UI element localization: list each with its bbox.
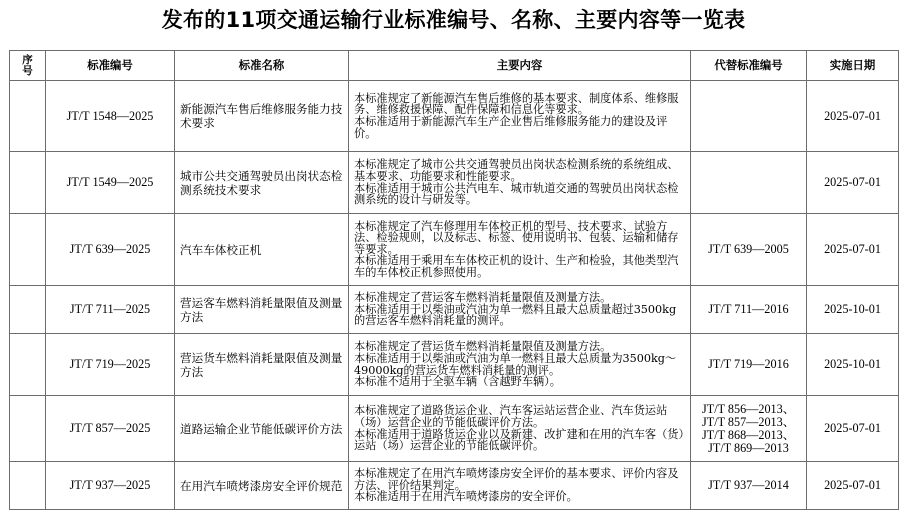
replaced-standard-code: JT/T 639—2005 bbox=[708, 242, 789, 256]
table-row bbox=[10, 286, 899, 334]
cell-index bbox=[10, 462, 46, 510]
header-replaces: 代替标准编号 bbox=[691, 51, 807, 81]
standards-table bbox=[9, 50, 899, 510]
table-row bbox=[10, 81, 899, 152]
cell-main-content bbox=[349, 214, 691, 286]
content-paragraph: 本标准适用于以柴油或汽油为单一燃料且最大总质量为3500kg～49000kg的营运货车燃料消耗量的测评。 bbox=[354, 351, 677, 377]
cell-replaced-standards bbox=[691, 334, 807, 396]
cell-main-content bbox=[349, 286, 691, 334]
cell-standard-code: JT/T 719—2025 bbox=[46, 334, 175, 396]
cell-replaced-standards bbox=[691, 286, 807, 334]
table-row bbox=[10, 152, 899, 214]
replaced-standard-code: JT/T 711—2016 bbox=[708, 302, 789, 316]
cell-index bbox=[10, 81, 46, 152]
cell-standard-code: JT/T 639—2025 bbox=[46, 214, 175, 286]
cell-standard-name: 在用汽车喷烤漆房安全评价规范 bbox=[175, 462, 349, 510]
cell-effective-date: 2025-07-01 bbox=[807, 396, 899, 462]
table-row bbox=[10, 462, 899, 510]
table-row bbox=[10, 396, 899, 462]
cell-standard-code: JT/T 857—2025 bbox=[46, 396, 175, 462]
cell-index bbox=[10, 396, 46, 462]
cell-main-content bbox=[349, 396, 691, 462]
content-paragraph: 本标准适用于以柴油或汽油为单一燃料且最大总质量超过3500kg的营运客车燃料消耗量的测评。 bbox=[354, 302, 677, 328]
cell-standard-code: JT/T 1548—2025 bbox=[46, 81, 175, 152]
header-date: 实施日期 bbox=[807, 51, 899, 81]
cell-effective-date: 2025-07-01 bbox=[807, 152, 899, 214]
cell-standard-name: 汽车车体校正机 bbox=[175, 214, 349, 286]
content-paragraph: 本标准适用于在用汽车喷烤漆房的安全评价。 bbox=[354, 490, 578, 504]
cell-effective-date: 2025-07-01 bbox=[807, 214, 899, 286]
replaced-standard-code: JT/T 857—2013、 bbox=[702, 414, 795, 429]
replaced-standard-code: JT/T 869—2013 bbox=[708, 440, 789, 455]
replaced-standard-code: JT/T 868—2013、 bbox=[702, 427, 795, 442]
cell-standard-code: JT/T 937—2025 bbox=[46, 462, 175, 510]
cell-main-content bbox=[349, 334, 691, 396]
cell-replaced-standards bbox=[691, 396, 807, 462]
cell-standard-name: 营运客车燃料消耗量限值及测量方法 bbox=[175, 286, 349, 334]
cell-index bbox=[10, 334, 46, 396]
cell-replaced-standards bbox=[691, 81, 807, 152]
content-paragraph: 本标准规定了新能源汽车售后维修的基本要求、制度体系、维修服务、维修救援保障、配件保障和信息化等要求。 bbox=[354, 91, 679, 117]
content-paragraph: 本标准规定了城市公共交通驾驶员出岗状态检测系统的系统组成、基本要求、功能要求和性能要求。 bbox=[354, 158, 679, 183]
cell-main-content bbox=[349, 152, 691, 214]
cell-index bbox=[10, 214, 46, 286]
header-code: 标准编号 bbox=[46, 51, 175, 81]
replaced-standard-code: JT/T 937—2014 bbox=[708, 478, 789, 492]
cell-effective-date: 2025-07-01 bbox=[807, 81, 899, 152]
content-paragraph: 本标准规定了在用汽车喷烤漆房安全评价的基本要求、评价内容及方法、评价结果判定。 bbox=[354, 467, 679, 492]
replaced-standard-code: JT/T 719—2016 bbox=[708, 357, 789, 371]
cell-replaced-standards bbox=[691, 462, 807, 510]
replaced-standard-code: JT/T 856—2013、 bbox=[702, 401, 795, 416]
header-content: 主要内容 bbox=[349, 51, 691, 81]
cell-replaced-standards bbox=[691, 214, 807, 286]
header-index: 序号 bbox=[10, 51, 46, 81]
cell-standard-name: 道路运输企业节能低碳评价方法 bbox=[175, 396, 349, 462]
cell-index bbox=[10, 152, 46, 214]
cell-effective-date: 2025-10-01 bbox=[807, 334, 899, 396]
cell-effective-date: 2025-07-01 bbox=[807, 462, 899, 510]
cell-standard-code: JT/T 711—2025 bbox=[46, 286, 175, 334]
content-paragraph: 本标准不适用于全驱车辆（含越野车辆）。 bbox=[354, 375, 561, 389]
content-paragraph: 本标准规定了营运客车燃料消耗量限值及测量方法。 bbox=[354, 291, 612, 305]
cell-standard-name: 营运货车燃料消耗量限值及测量方法 bbox=[175, 334, 349, 396]
content-paragraph: 本标准适用于城市公共汽电车、城市轨道交通的驾驶员出岗状态检测系统的设计与研发等。 bbox=[354, 181, 679, 207]
cell-replaced-standards bbox=[691, 152, 807, 214]
content-paragraph: 本标准规定了汽车修理用车体校正机的型号、技术要求、试验方法、检验规则，以及标志、标签、使用说明书、包装、运输和储存等要求。 bbox=[354, 219, 679, 256]
content-paragraph: 本标准适用于乘用车车体校正机的设计、生产和检验，其他类型汽车的车体校正机参照使用。 bbox=[354, 254, 679, 279]
content-paragraph: 本标准适用于新能源汽车生产企业售后维修服务能力的建设及评价。 bbox=[354, 115, 668, 140]
table-header-row bbox=[10, 51, 899, 81]
header-name: 标准名称 bbox=[175, 51, 349, 81]
content-paragraph: 本标准规定了营运货车燃料消耗量限值及测量方法。 bbox=[354, 340, 612, 354]
content-paragraph: 本标准适用于道路货运企业以及新建、改扩建和在用的汽车客（货）运站（场）运营企业的节能低碳评价。 bbox=[354, 427, 685, 453]
cell-standard-code: JT/T 1549—2025 bbox=[46, 152, 175, 214]
cell-main-content bbox=[349, 462, 691, 510]
cell-index bbox=[10, 286, 46, 334]
table-row bbox=[10, 334, 899, 396]
cell-effective-date: 2025-10-01 bbox=[807, 286, 899, 334]
table-row bbox=[10, 214, 899, 286]
cell-standard-name: 新能源汽车售后维修服务能力技术要求 bbox=[175, 81, 349, 152]
content-paragraph: 本标准规定了道路货运企业、汽车客运站运营企业、汽车货运站（场）运营企业的节能低碳评价方法。 bbox=[354, 404, 668, 429]
cell-standard-name: 城市公共交通驾驶员出岗状态检测系统技术要求 bbox=[175, 152, 349, 214]
cell-main-content bbox=[349, 81, 691, 152]
page-title: 发布的11项交通运输行业标准编号、名称、主要内容等一览表 bbox=[161, 8, 746, 32]
